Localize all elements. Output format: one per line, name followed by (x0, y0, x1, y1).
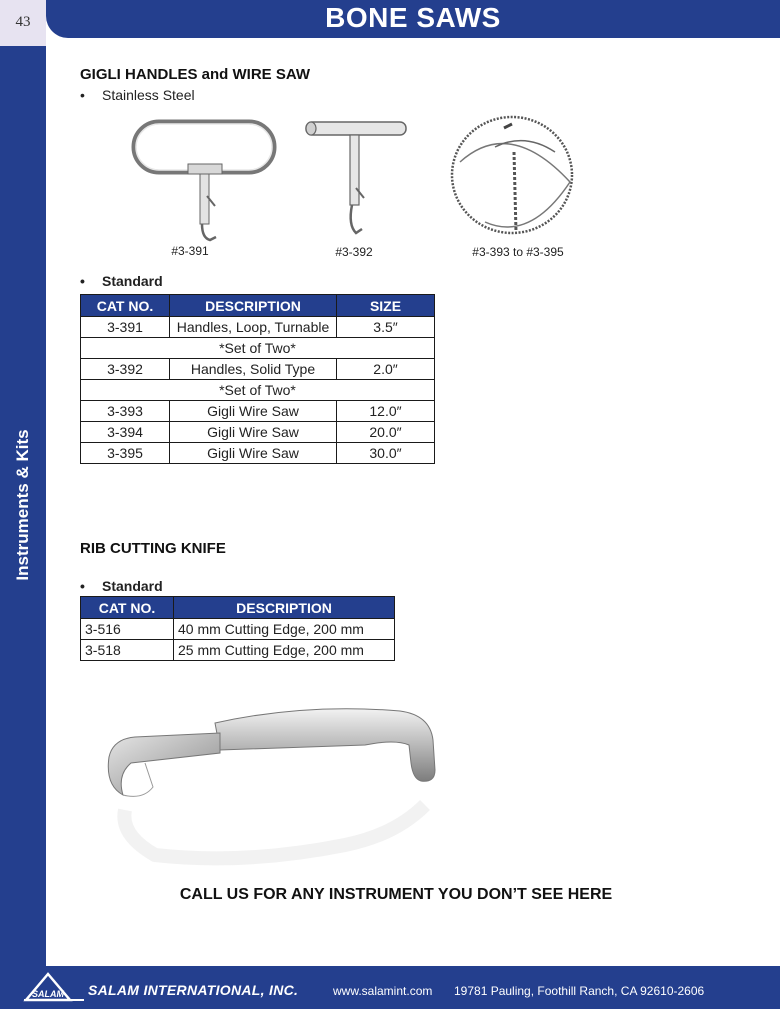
cell-desc: Gigli Wire Saw (170, 401, 337, 422)
rib-knife-image (95, 695, 445, 870)
cell-size: 30.0″ (337, 443, 435, 464)
header-description: DESCRIPTION (170, 295, 337, 317)
company-name: SALAM INTERNATIONAL, INC. (88, 982, 299, 998)
cell-cat: 3-391 (81, 317, 170, 338)
cell-cat: 3-516 (81, 619, 174, 640)
page-number: 43 (15, 14, 31, 30)
website-link[interactable]: www.salamint.com (333, 984, 433, 998)
loop-handle-image (128, 116, 283, 251)
cell-size: 20.0″ (337, 422, 435, 443)
material-bullet: • Stainless Steel (80, 87, 195, 103)
table-row (81, 317, 435, 338)
cell-desc: Gigli Wire Saw (170, 443, 337, 464)
cell-desc: 40 mm Cutting Edge, 200 mm (174, 619, 395, 640)
cell-cat: 3-518 (81, 640, 174, 661)
table-note-row (81, 380, 435, 401)
cell-cat: 3-395 (81, 443, 170, 464)
solid-handle-image (303, 118, 411, 246)
header-cat-no: CAT NO. (81, 295, 170, 317)
cell-size: 3.5″ (337, 317, 435, 338)
header-cat-no: CAT NO. (81, 597, 174, 619)
caption-3-393-395: #3-393 to #3-395 (472, 245, 564, 259)
gigli-section-title: GIGLI HANDLES and WIRE SAW (80, 66, 311, 83)
cell-note: *Set of Two* (81, 380, 435, 401)
material-text: Stainless Steel (102, 87, 195, 103)
caption-3-391: #3-391 (171, 244, 209, 258)
table-row (81, 422, 435, 443)
cell-note: *Set of Two* (81, 338, 435, 359)
rib-standard-label: Standard (102, 578, 163, 594)
cell-cat: 3-393 (81, 401, 170, 422)
page-number-box (0, 0, 46, 46)
cell-desc: Gigli Wire Saw (170, 422, 337, 443)
table-row (81, 640, 395, 661)
header-description: DESCRIPTION (174, 597, 395, 619)
gigli-standard-bullet: • Standard (80, 273, 163, 289)
gigli-table (80, 294, 435, 464)
logo-small-text: SALAM (32, 989, 64, 999)
cell-size: 12.0″ (337, 401, 435, 422)
salam-logo-icon (22, 970, 86, 1004)
cell-desc: 25 mm Cutting Edge, 200 mm (174, 640, 395, 661)
caption-3-392: #3-392 (335, 245, 373, 259)
company-address: 19781 Pauling, Foothill Ranch, CA 92610-2606 (454, 984, 705, 998)
wire-saw-image (450, 112, 580, 252)
table-row (81, 619, 395, 640)
page-title: BONE SAWS (325, 2, 501, 33)
sidebar-section-label: Instruments & Kits (13, 429, 32, 581)
cell-cat: 3-392 (81, 359, 170, 380)
rib-section-title: RIB CUTTING KNIFE (80, 540, 226, 557)
rib-table (80, 596, 395, 661)
gigli-standard-label: Standard (102, 273, 163, 289)
table-row (81, 359, 435, 380)
table-row (81, 401, 435, 422)
table-header-row (81, 597, 395, 619)
table-note-row (81, 338, 435, 359)
cell-cat: 3-394 (81, 422, 170, 443)
cell-size: 2.0″ (337, 359, 435, 380)
call-to-action: CALL US FOR ANY INSTRUMENT YOU DON’T SEE HERE (179, 886, 613, 903)
cell-desc: Handles, Loop, Turnable (170, 317, 337, 338)
table-header-row (81, 295, 435, 317)
cell-desc: Handles, Solid Type (170, 359, 337, 380)
footer-bar (0, 966, 780, 1009)
table-row (81, 443, 435, 464)
rib-standard-bullet: • Standard (80, 578, 163, 594)
header-size: SIZE (337, 295, 435, 317)
